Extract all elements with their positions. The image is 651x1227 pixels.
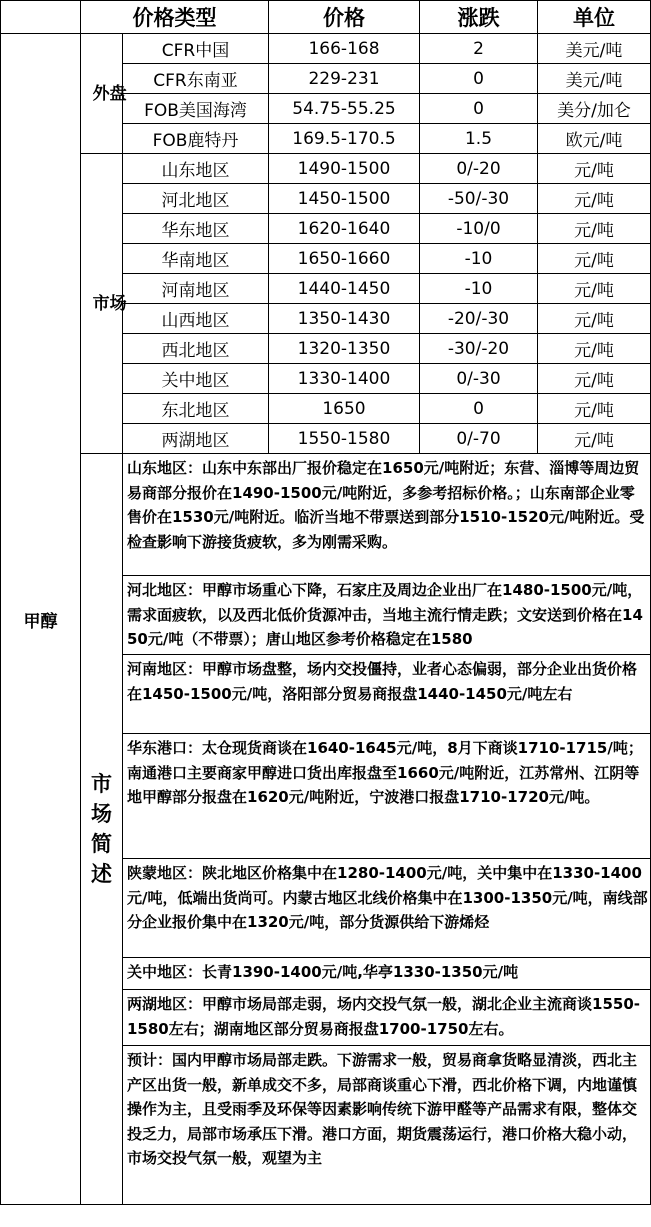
row-type: 华南地区 bbox=[123, 244, 269, 274]
domestic-label-text: 市场 bbox=[92, 293, 127, 314]
row-unit: 元/吨 bbox=[538, 304, 651, 334]
row-price: 1620-1640 bbox=[269, 214, 420, 244]
header-row bbox=[1, 1, 651, 34]
summary-paragraph: 预计：国内甲醇市场局部走跌。下游需求一般，贸易商拿货略显清淡，西北主产区出货一般，新单成交不多，局部商谈重心下滑，西北价格下调，内地谨慎操作为主，且受雨季及环保等因素影响传统下游甲醛等产品需求有限，整体交投乏力，局部市场承压下滑。港口方面，期货震荡运行，港口价格大稳小动，市场交投气氛一般，观望为主 bbox=[123, 1046, 651, 1205]
summary-paragraph: 河南地区：甲醇市场盘整，场内交投僵持，业者心态偏弱，部分企业出货价格在1450-1500元/吨，洛阳部分贸易商报盘1440-1450元/吨左右 bbox=[123, 655, 651, 734]
row-type: 关中地区 bbox=[123, 364, 269, 394]
foreign-label bbox=[81, 34, 127, 154]
row-change: 0/-70 bbox=[420, 424, 538, 454]
domestic-label bbox=[81, 154, 127, 454]
summary-paragraph: 山东地区：山东中东部出厂报价稳定在1650元/吨附近；东营、淄博等周边贸易商部分报价在1490-1500元/吨附近，多参考招标价格。；山东南部企业零售价在1530元/吨附近。临沂当地不带票送到部分1510-1520元/吨附近。受检查影响下游接货疲软，多为刚需采购。 bbox=[123, 454, 651, 576]
row-unit: 元/吨 bbox=[538, 244, 651, 274]
row-change: -30/-20 bbox=[420, 334, 538, 364]
row-unit: 元/吨 bbox=[538, 154, 651, 184]
row-price: 169.5-170.5 bbox=[269, 124, 420, 154]
header-unit: 单位 bbox=[538, 1, 651, 34]
row-unit: 元/吨 bbox=[538, 334, 651, 364]
row-price: 166-168 bbox=[269, 34, 420, 64]
row-unit: 美元/吨 bbox=[538, 34, 651, 64]
table-row bbox=[1, 154, 651, 184]
row-type: CFR中国 bbox=[123, 34, 269, 64]
row-change: -10/0 bbox=[420, 214, 538, 244]
row-type: 两湖地区 bbox=[123, 424, 269, 454]
row-change: -20/-30 bbox=[420, 304, 538, 334]
row-change: -50/-30 bbox=[420, 184, 538, 214]
row-type: CFR东南亚 bbox=[123, 64, 269, 94]
row-change: -10 bbox=[420, 244, 538, 274]
row-price: 1320-1350 bbox=[269, 334, 420, 364]
row-type: 河北地区 bbox=[123, 184, 269, 214]
row-unit: 元/吨 bbox=[538, 274, 651, 304]
row-type: 山东地区 bbox=[123, 154, 269, 184]
summary-paragraph: 两湖地区：甲醇市场局部走弱，场内交投气氛一般，湖北企业主流商谈1550-1580左右；湖南地区部分贸易商报盘1700-1750左右。 bbox=[123, 990, 651, 1046]
summary-paragraph: 关中地区：长青1390-1400元/吨,华亭1330-1350元/吨 bbox=[123, 958, 651, 990]
row-price: 1550-1580 bbox=[269, 424, 420, 454]
row-change: 2 bbox=[420, 34, 538, 64]
summary-label-text: 市场简述 bbox=[90, 772, 112, 886]
row-price: 1450-1500 bbox=[269, 184, 420, 214]
header-corner bbox=[1, 1, 81, 34]
product-name: 甲醇 bbox=[1, 34, 81, 1205]
row-change: 0 bbox=[420, 394, 538, 424]
header-change: 涨跌 bbox=[420, 1, 538, 34]
row-unit: 元/吨 bbox=[538, 184, 651, 214]
row-unit: 元/吨 bbox=[538, 364, 651, 394]
row-unit: 欧元/吨 bbox=[538, 124, 651, 154]
row-type: 河南地区 bbox=[123, 274, 269, 304]
row-type: FOB美国海湾 bbox=[123, 94, 269, 124]
row-type: 华东地区 bbox=[123, 214, 269, 244]
row-type: 西北地区 bbox=[123, 334, 269, 364]
row-change: 0 bbox=[420, 64, 538, 94]
row-price: 1650-1660 bbox=[269, 244, 420, 274]
row-price: 1440-1450 bbox=[269, 274, 420, 304]
row-price: 1650 bbox=[269, 394, 420, 424]
row-change: 0/-30 bbox=[420, 364, 538, 394]
summary-paragraph: 河北地区：甲醇市场重心下降，石家庄及周边企业出厂在1480-1500元/吨，需求面疲软，以及西北低价货源冲击，当地主流行情走跌；文安送到价格在1450元/吨（不带票）；唐山地区参考价格稳定在1580 bbox=[123, 576, 651, 655]
row-price: 229-231 bbox=[269, 64, 420, 94]
row-price: 1330-1400 bbox=[269, 364, 420, 394]
foreign-label-text: 外盘 bbox=[92, 83, 127, 104]
row-type: 东北地区 bbox=[123, 394, 269, 424]
row-unit: 元/吨 bbox=[538, 394, 651, 424]
row-type: FOB鹿特丹 bbox=[123, 124, 269, 154]
row-change: 0 bbox=[420, 94, 538, 124]
row-price: 1350-1430 bbox=[269, 304, 420, 334]
summary-paragraph: 陕蒙地区：陕北地区价格集中在1280-1400元/吨，关中集中在1330-1400元/吨，低端出货尚可。内蒙古地区北线价格集中在1300-1350元/吨，南线部分企业报价集中在1320元/吨，部分货源供给下游烯烃 bbox=[123, 859, 651, 958]
row-unit: 元/吨 bbox=[538, 424, 651, 454]
row-unit: 美元/吨 bbox=[538, 64, 651, 94]
summary-row bbox=[1, 454, 651, 576]
header-price: 价格 bbox=[269, 1, 420, 34]
row-type: 山西地区 bbox=[123, 304, 269, 334]
row-change: 0/-20 bbox=[420, 154, 538, 184]
row-price: 54.75-55.25 bbox=[269, 94, 420, 124]
header-type: 价格类型 bbox=[81, 1, 269, 34]
row-change: -10 bbox=[420, 274, 538, 304]
table-row bbox=[1, 34, 651, 64]
summary-label bbox=[81, 454, 123, 1205]
row-unit: 元/吨 bbox=[538, 214, 651, 244]
row-change: 1.5 bbox=[420, 124, 538, 154]
row-price: 1490-1500 bbox=[269, 154, 420, 184]
summary-paragraph: 华东港口：太仓现货商谈在1640-1645元/吨，8月下商谈1710-1715/吨；南通港口主要商家甲醇进口货出库报盘至1660元/吨附近，江苏常州、江阴等地甲醇部分报盘在1620元/吨附近，宁波港口报盘1710-1720元/吨。 bbox=[123, 734, 651, 859]
row-unit: 美分/加仑 bbox=[538, 94, 651, 124]
